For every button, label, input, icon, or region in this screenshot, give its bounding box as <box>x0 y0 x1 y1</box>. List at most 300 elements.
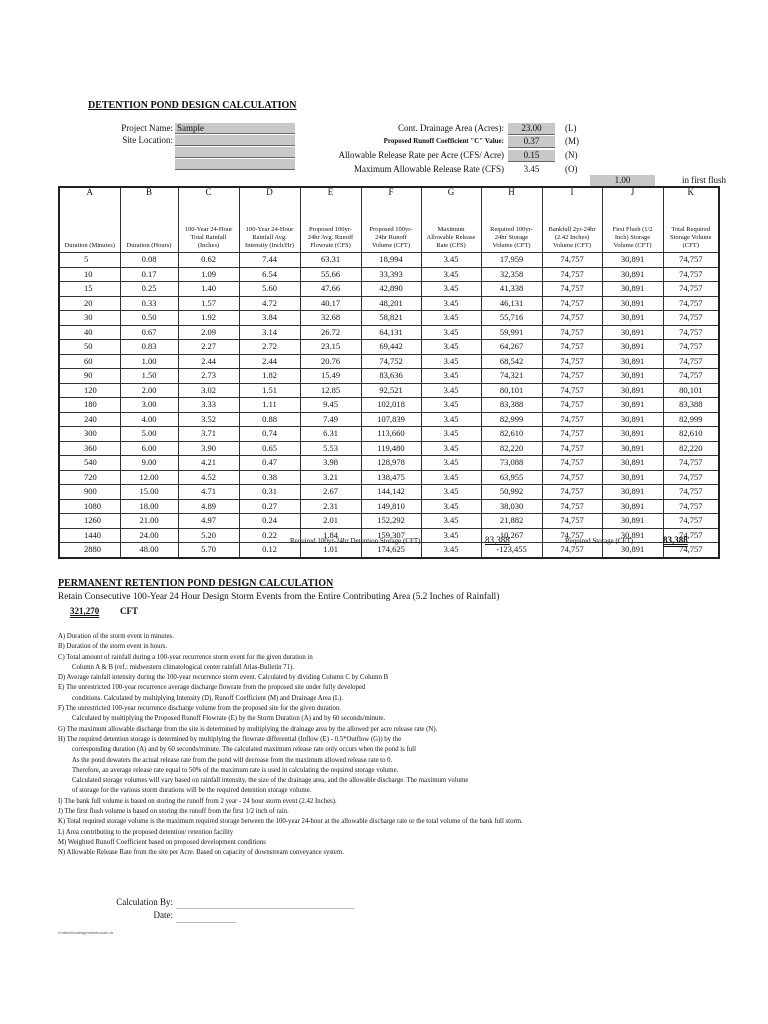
cell-h: 21,882 <box>481 514 542 529</box>
cell-b: 48.00 <box>120 543 178 558</box>
note-line: K) Total required storage volume is the maximum required storage between the 100-year 24-hour at the allowable discharge rate or the total volume of the bank full storm. <box>58 818 523 826</box>
note-line: N) Allowable Release Rate from the site per Acre. Based on capacity of downstream conveyance system. <box>58 849 344 857</box>
cell-h: 10,267 <box>481 528 542 543</box>
cell-f: 102,018 <box>361 398 421 413</box>
table-row <box>59 470 719 485</box>
cell-f: 48,201 <box>361 296 421 311</box>
note-line: Calculated by multiplying the Proposed Runoff Flowrate (E) by the Storm Duration (A) and by 60 seconds/minute. <box>72 715 386 723</box>
cell-f: 174,625 <box>361 543 421 558</box>
cell-h: 41,338 <box>481 282 542 297</box>
release-rate-input[interactable]: 0.15 <box>508 150 555 162</box>
cell-c: 4.71 <box>178 485 239 500</box>
column-header-k <box>663 187 719 253</box>
cell-a: 10 <box>59 267 120 282</box>
column-letter: G <box>447 187 455 197</box>
cell-e: 15.49 <box>300 369 361 384</box>
column-description: Proposed 100yr-24hr Avg. Runoff Flowrate (CFS) <box>307 226 354 249</box>
cell-f: 92,521 <box>361 383 421 398</box>
cell-f: 64,131 <box>361 325 421 340</box>
cell-i: 74,757 <box>542 499 602 514</box>
cell-h: 50,992 <box>481 485 542 500</box>
cell-i: 74,757 <box>542 543 602 558</box>
cell-h: 46,131 <box>481 296 542 311</box>
cell-f: 58,821 <box>361 311 421 326</box>
cell-b: 2.00 <box>120 383 178 398</box>
table-row <box>59 354 719 369</box>
cell-a: 90 <box>59 369 120 384</box>
date-field[interactable] <box>176 922 236 923</box>
table-row <box>59 383 719 398</box>
cell-g: 3.45 <box>421 311 481 326</box>
cell-g: 3.45 <box>421 441 481 456</box>
cell-e: 47.66 <box>300 282 361 297</box>
cell-h: 68,542 <box>481 354 542 369</box>
cell-j: 30,891 <box>602 383 663 398</box>
cell-d: 0.31 <box>239 485 300 500</box>
cell-h: 82,610 <box>481 427 542 442</box>
cell-h: 82,220 <box>481 441 542 456</box>
cell-b: 4.00 <box>120 412 178 427</box>
cell-k: 74,757 <box>663 369 719 384</box>
cell-a: 540 <box>59 456 120 471</box>
cell-j: 30,891 <box>602 441 663 456</box>
cell-a: 40 <box>59 325 120 340</box>
cell-j: 30,891 <box>602 528 663 543</box>
cell-e: 40.17 <box>300 296 361 311</box>
cell-d: 1.51 <box>239 383 300 398</box>
table-row <box>59 499 719 514</box>
cell-c: 4.21 <box>178 456 239 471</box>
cell-f: 152,292 <box>361 514 421 529</box>
cell-j: 30,891 <box>602 369 663 384</box>
date-label: Date: <box>153 910 173 920</box>
page-title: DETENTION POND DESIGN CALCULATION <box>88 100 297 111</box>
cell-a: 360 <box>59 441 120 456</box>
column-letter: D <box>266 187 273 197</box>
note-line: J) The first flush volume is based on storing the runoff from the first 1/2 inch of rain. <box>58 808 289 816</box>
cell-e: 2.31 <box>300 499 361 514</box>
required-storage-value: 83,388 <box>663 535 688 545</box>
column-description: Duration (Minutes) <box>64 242 115 249</box>
cell-d: 0.65 <box>239 441 300 456</box>
cell-a: 240 <box>59 412 120 427</box>
cell-c: 3.71 <box>178 427 239 442</box>
cell-b: 0.25 <box>120 282 178 297</box>
first-flush-label: in first flush <box>682 175 726 185</box>
cell-j: 30,891 <box>602 354 663 369</box>
cell-f: 128,978 <box>361 456 421 471</box>
cell-a: 15 <box>59 282 120 297</box>
cell-e: 7.49 <box>300 412 361 427</box>
cell-a: 120 <box>59 383 120 398</box>
cell-d: 2.44 <box>239 354 300 369</box>
cell-k: 74,757 <box>663 470 719 485</box>
cell-i: 74,757 <box>542 311 602 326</box>
cell-j: 30,891 <box>602 543 663 558</box>
cell-g: 3.45 <box>421 267 481 282</box>
column-header-h <box>481 187 542 253</box>
cell-e: 55.66 <box>300 267 361 282</box>
table-row <box>59 456 719 471</box>
cell-f: 42,890 <box>361 282 421 297</box>
cell-k: 74,757 <box>663 267 719 282</box>
table-row <box>59 412 719 427</box>
cell-f: 74,752 <box>361 354 421 369</box>
table-row <box>59 369 719 384</box>
note-line: B) Duration of the storm event in hours. <box>58 643 168 651</box>
retention-subtitle: Retain Consecutive 100-Year 24 Hour Design Storm Events from the Entire Contributing Area (5.2 Inches of Rainfall) <box>58 592 500 602</box>
table-row <box>59 441 719 456</box>
max-release-rate-value: 3.45 <box>523 164 540 174</box>
column-header-f <box>361 187 421 253</box>
cell-d: 0.74 <box>239 427 300 442</box>
column-description: Total Required Storage Volume (CFT) <box>670 226 712 249</box>
cell-k: 74,757 <box>663 485 719 500</box>
cell-i: 74,757 <box>542 340 602 355</box>
table-row <box>59 340 719 355</box>
cell-d: 3.14 <box>239 325 300 340</box>
column-header-c <box>178 187 239 253</box>
cell-k: 74,757 <box>663 514 719 529</box>
table-row <box>59 267 719 282</box>
cell-d: 1.11 <box>239 398 300 413</box>
cell-j: 30,891 <box>602 485 663 500</box>
note-line: Column A & B (ref.: midwestern climatological center rainfall Atlas-Bulletin 71). <box>72 663 294 671</box>
cell-k: 74,757 <box>663 325 719 340</box>
note-line: Therefore, an average release rate equal to 50% of the maximum rate is used in calculating the required storage volume. <box>72 766 399 774</box>
cell-g: 3.45 <box>421 514 481 529</box>
cell-c: 1.09 <box>178 267 239 282</box>
cell-g: 3.45 <box>421 296 481 311</box>
cell-c: 3.90 <box>178 441 239 456</box>
cell-g: 3.45 <box>421 499 481 514</box>
cell-c: 5.20 <box>178 528 239 543</box>
cell-k: 74,757 <box>663 528 719 543</box>
cell-c: 2.73 <box>178 369 239 384</box>
notes-list <box>58 632 523 859</box>
cell-b: 9.00 <box>120 456 178 471</box>
runoff-coefficient-input[interactable]: 0.37 <box>508 136 555 148</box>
cell-g: 3.45 <box>421 253 481 268</box>
table-row <box>59 296 719 311</box>
cell-b: 18.00 <box>120 499 178 514</box>
cell-i: 74,757 <box>542 514 602 529</box>
cell-j: 30,891 <box>602 296 663 311</box>
calc-by-label: Calculation By: <box>116 897 173 907</box>
cell-e: 2.67 <box>300 485 361 500</box>
cell-e: 3.98 <box>300 456 361 471</box>
cell-d: 2.72 <box>239 340 300 355</box>
cell-d: 7.44 <box>239 253 300 268</box>
calc-by-field[interactable] <box>176 908 354 909</box>
param-code: (N) <box>565 150 578 160</box>
cell-e: 5.53 <box>300 441 361 456</box>
cell-j: 30,891 <box>602 427 663 442</box>
cell-a: 60 <box>59 354 120 369</box>
retention-unit: CFT <box>120 606 138 616</box>
cell-b: 21.00 <box>120 514 178 529</box>
cell-h: 82,999 <box>481 412 542 427</box>
column-letter: J <box>630 187 635 197</box>
cell-g: 3.45 <box>421 325 481 340</box>
cell-g: 3.45 <box>421 398 481 413</box>
retention-volume: 321,270 <box>70 606 100 616</box>
param-code: (L) <box>565 123 577 133</box>
cell-i: 74,757 <box>542 427 602 442</box>
detention-storage-value: 83,388 <box>485 535 510 545</box>
cell-i: 74,757 <box>542 354 602 369</box>
cell-h: 32,358 <box>481 267 542 282</box>
cell-g: 3.45 <box>421 383 481 398</box>
cell-k: 74,757 <box>663 311 719 326</box>
cell-g: 3.45 <box>421 340 481 355</box>
cell-f: 83,636 <box>361 369 421 384</box>
table-row <box>59 282 719 297</box>
table-row <box>59 253 719 268</box>
cell-g: 3.45 <box>421 282 481 297</box>
cell-i: 74,757 <box>542 441 602 456</box>
table-row <box>59 427 719 442</box>
cell-j: 30,891 <box>602 340 663 355</box>
column-letter: C <box>205 187 212 197</box>
cell-g: 3.45 <box>421 470 481 485</box>
cell-f: 113,660 <box>361 427 421 442</box>
cell-h: 64,267 <box>481 340 542 355</box>
cell-h: 63,955 <box>481 470 542 485</box>
cell-f: 69,442 <box>361 340 421 355</box>
cell-i: 74,757 <box>542 253 602 268</box>
cell-b: 12.00 <box>120 470 178 485</box>
cell-h: 73,088 <box>481 456 542 471</box>
cell-j: 30,891 <box>602 499 663 514</box>
cell-f: 33,393 <box>361 267 421 282</box>
cell-f: 149,810 <box>361 499 421 514</box>
cell-a: 900 <box>59 485 120 500</box>
cell-b: 0.17 <box>120 267 178 282</box>
cell-a: 300 <box>59 427 120 442</box>
cell-i: 74,757 <box>542 267 602 282</box>
cell-j: 30,891 <box>602 282 663 297</box>
cell-e: 32.68 <box>300 311 361 326</box>
cell-b: 24.00 <box>120 528 178 543</box>
site-location-label: Site Location: <box>122 135 173 145</box>
column-letter: K <box>687 187 694 197</box>
cell-k: 74,757 <box>663 354 719 369</box>
cell-c: 1.92 <box>178 311 239 326</box>
cell-k: 82,610 <box>663 427 719 442</box>
table-row <box>59 514 719 529</box>
cell-f: 138,475 <box>361 470 421 485</box>
column-letter: I <box>570 187 574 197</box>
param-code: (O) <box>565 164 578 174</box>
cell-i: 74,757 <box>542 282 602 297</box>
column-description: Maximum Allowable Release Rate (CFS) <box>426 226 476 249</box>
cell-a: 180 <box>59 398 120 413</box>
cell-c: 1.57 <box>178 296 239 311</box>
cell-j: 30,891 <box>602 311 663 326</box>
cell-c: 1.40 <box>178 282 239 297</box>
column-description: Duration (Hours) <box>126 242 172 249</box>
cell-f: 107,839 <box>361 412 421 427</box>
note-line: H) The required detention storage is determined by multiplying the flowrate differential (Inflow (E) - 0.5*Outflow (G)) by the <box>58 735 402 743</box>
cell-j: 30,891 <box>602 470 663 485</box>
cell-k: 80,101 <box>663 383 719 398</box>
detention-table <box>58 186 720 559</box>
cell-a: 50 <box>59 340 120 355</box>
cell-i: 74,757 <box>542 456 602 471</box>
column-header-a <box>59 187 120 253</box>
cell-i: 74,757 <box>542 398 602 413</box>
retention-title: PERMANENT RETENTION POND DESIGN CALCULATION <box>58 578 334 589</box>
cell-k: 74,757 <box>663 296 719 311</box>
cell-j: 30,891 <box>602 514 663 529</box>
param-label: Allowable Release Rate per Acre (CFS/ Acre) <box>338 150 504 160</box>
column-description: Bankfull 2yr-24hr (2.42 Inches) Volume (CFT) <box>548 226 596 249</box>
column-header-d <box>239 187 300 253</box>
note-line: D) Average rainfall intensity during the 100-year recurrence storm event. Calculated by dividing Column C by Column B <box>58 674 389 682</box>
cell-i: 74,757 <box>542 485 602 500</box>
note-line: I) The bank full volume is based on storing the runoff from 2 year - 24 hour storm event (2.42 Inches). <box>58 797 337 805</box>
table-row <box>59 485 719 500</box>
column-header-g <box>421 187 481 253</box>
cell-j: 30,891 <box>602 456 663 471</box>
column-letter: H <box>508 187 515 197</box>
table-row <box>59 325 719 340</box>
cell-e: 1.84 <box>300 528 361 543</box>
cell-b: 3.00 <box>120 398 178 413</box>
cell-i: 74,757 <box>542 325 602 340</box>
cell-c: 2.27 <box>178 340 239 355</box>
cell-c: 2.44 <box>178 354 239 369</box>
cell-b: 6.00 <box>120 441 178 456</box>
cell-e: 1.01 <box>300 543 361 558</box>
column-description: Required 100yr-24hr Storage Volume (CFT) <box>490 226 533 249</box>
cell-e: 12.85 <box>300 383 361 398</box>
file-path: H:\detentiondesign\retentioncalc.xls <box>58 931 114 935</box>
cell-e: 3.21 <box>300 470 361 485</box>
cell-d: 0.22 <box>239 528 300 543</box>
param-label: Maximum Allowable Release Rate (CFS) <box>354 164 504 174</box>
column-letter: E <box>327 187 334 197</box>
cell-b: 0.67 <box>120 325 178 340</box>
cell-d: 5.60 <box>239 282 300 297</box>
cell-d: 0.12 <box>239 543 300 558</box>
column-description: 100-Year 24-Hour Rainfall Avg. Intensity (Inch/Hr) <box>245 226 294 249</box>
note-line: M) Weighted Runoff Coefficient based on proposed development conditions <box>58 838 266 846</box>
cell-c: 5.70 <box>178 543 239 558</box>
cell-f: 144,142 <box>361 485 421 500</box>
column-letter: F <box>388 187 394 197</box>
note-line: corresponding duration (A) and by 60 seconds/minute. The calculated maximum release rate only occurs when the pond is full <box>72 746 416 754</box>
param-code: (M) <box>565 136 579 146</box>
cell-e: 6.31 <box>300 427 361 442</box>
cell-k: 74,757 <box>663 340 719 355</box>
cell-i: 74,757 <box>542 383 602 398</box>
cell-j: 30,891 <box>602 398 663 413</box>
cell-a: 720 <box>59 470 120 485</box>
cell-j: 30,891 <box>602 412 663 427</box>
cell-g: 3.45 <box>421 485 481 500</box>
project-name-input[interactable]: Sample <box>175 123 295 134</box>
cell-d: 0.47 <box>239 456 300 471</box>
cell-c: 3.33 <box>178 398 239 413</box>
note-line: G) The maximum allowable discharge from the site is determined by multiplying the drainage area by the allowed per acre release rate (N). <box>58 725 438 733</box>
cell-c: 4.97 <box>178 514 239 529</box>
column-header-e <box>300 187 361 253</box>
cell-a: 5 <box>59 253 120 268</box>
note-line: F) The unrestricted 100-year recurrence discharge volume from the proposed site for the given duration. <box>58 705 342 713</box>
cell-f: 159,307 <box>361 528 421 543</box>
cell-e: 9.45 <box>300 398 361 413</box>
cell-a: 1440 <box>59 528 120 543</box>
param-label: Cont. Drainage Area (Acres): <box>398 123 504 133</box>
cell-g: 3.45 <box>421 543 481 558</box>
cell-d: 4.72 <box>239 296 300 311</box>
cell-g: 3.45 <box>421 427 481 442</box>
cell-d: 1.82 <box>239 369 300 384</box>
drainage-area-input[interactable]: 23.00 <box>508 123 555 135</box>
cell-h: 38,030 <box>481 499 542 514</box>
cell-b: 15.00 <box>120 485 178 500</box>
cell-i: 74,757 <box>542 296 602 311</box>
project-name-label: Project Name: <box>121 123 173 133</box>
cell-g: 3.45 <box>421 456 481 471</box>
cell-i: 74,757 <box>542 412 602 427</box>
column-letter: A <box>86 187 93 197</box>
cell-c: 2.09 <box>178 325 239 340</box>
cell-k: 83,388 <box>663 398 719 413</box>
cell-a: 30 <box>59 311 120 326</box>
cell-a: 1080 <box>59 499 120 514</box>
note-line: Calculated storage volumes will vary based on rainfall intensity, the size of the drainage area, and the allowable discharge. The maximum volume <box>72 777 469 785</box>
cell-c: 0.62 <box>178 253 239 268</box>
note-line: C) Total amount of rainfall during a 100-year recurrence storm event for the given duration in <box>58 653 313 661</box>
cell-f: 18,994 <box>361 253 421 268</box>
column-header-b <box>120 187 178 253</box>
cell-j: 30,891 <box>602 325 663 340</box>
cell-h: 74,321 <box>481 369 542 384</box>
cell-h: 55,716 <box>481 311 542 326</box>
table-row <box>59 311 719 326</box>
cell-k: 82,999 <box>663 412 719 427</box>
cell-b: 1.00 <box>120 354 178 369</box>
cell-k: 82,220 <box>663 441 719 456</box>
note-line: E) The unrestricted 100-year recurrence average discharge flowrate from the proposed site under fully developed <box>58 684 366 692</box>
cell-g: 3.45 <box>421 412 481 427</box>
cell-d: 0.27 <box>239 499 300 514</box>
cell-g: 3.45 <box>421 369 481 384</box>
cell-k: 74,757 <box>663 282 719 297</box>
param-label: Proposed Runoff Coefficient "C" Value: <box>383 137 504 145</box>
cell-k: 74,757 <box>663 456 719 471</box>
cell-d: 0.24 <box>239 514 300 529</box>
note-line: L) Area contributing to the proposed detention/ retention facility <box>58 828 234 836</box>
cell-d: 3.84 <box>239 311 300 326</box>
column-header-i <box>542 187 602 253</box>
cell-c: 4.52 <box>178 470 239 485</box>
cell-k: 74,757 <box>663 499 719 514</box>
column-description: 100-Year 24-Hour Total Rainfall (Inches) <box>184 226 233 249</box>
first-flush-input[interactable]: 1.00 <box>590 175 655 186</box>
cell-b: 0.50 <box>120 311 178 326</box>
cell-f: 119,480 <box>361 441 421 456</box>
cell-e: 23.15 <box>300 340 361 355</box>
column-description: First Flush (1/2 Inch) Storage Volume (CFT) <box>612 226 653 249</box>
cell-e: 63.31 <box>300 253 361 268</box>
cell-h: 83,388 <box>481 398 542 413</box>
cell-g: 3.45 <box>421 528 481 543</box>
cell-k: 74,757 <box>663 253 719 268</box>
